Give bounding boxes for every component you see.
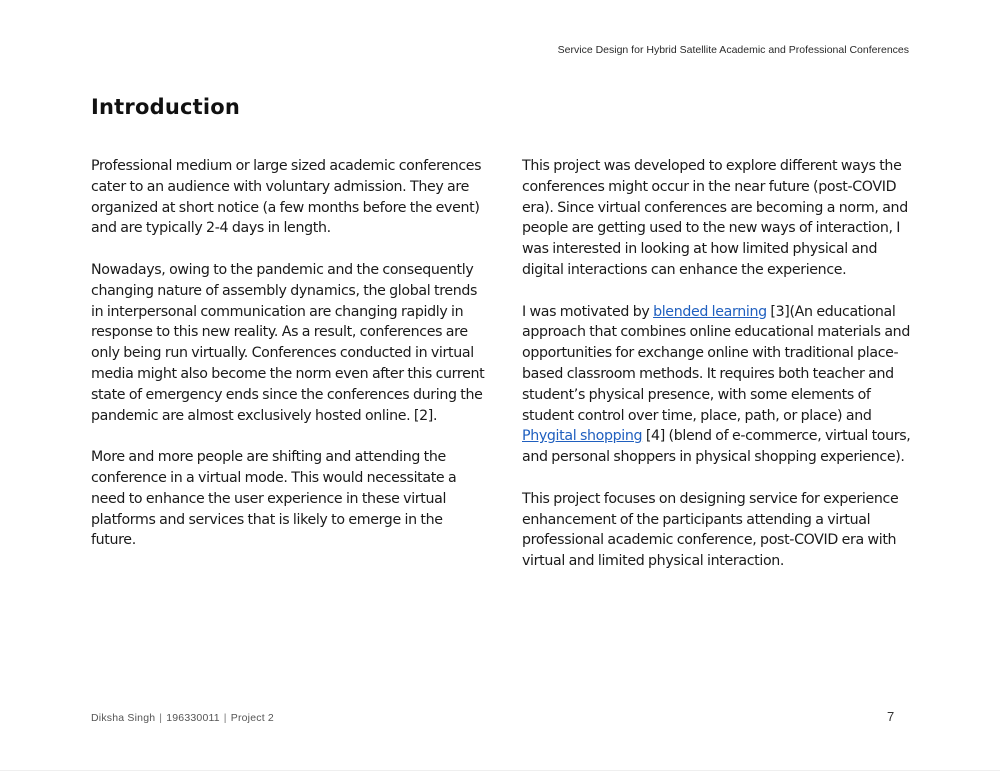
- blended-learning-link[interactable]: blended learning: [653, 303, 767, 320]
- paragraph: This project was developed to explore different ways the conferences might occur in the near future (post-COVID era). Since virtual conferences are becoming a norm, and people are getting used to the new ways of interaction, I was interested in looking at how limited physical and digital interactions can enhance the experience.: [522, 158, 908, 278]
- right-column: [522, 156, 917, 593]
- paragraph: This project focuses on designing service for experience enhancement of the participants attending a virtual professional academic conference, post-COVID era with virtual and limited physical interaction.: [522, 490, 899, 570]
- paragraph: More and more people are shifting and attending the conference in a virtual mode. This would necessitate a need to enhance the user experience in these virtual platforms and services that is likely to emerge in the future.: [91, 449, 457, 549]
- footer-separator: |: [223, 712, 227, 724]
- section-title: Introduction: [91, 95, 241, 119]
- left-column: [91, 156, 486, 572]
- text-span: [4] (blend of e-commerce, virtual tours, and personal shoppers in physical shopping experience).: [522, 428, 911, 466]
- footer-author: Diksha Singh: [91, 712, 156, 724]
- footer-separator: |: [159, 712, 163, 724]
- paragraph: Nowadays, owing to the pandemic and the consequently changing nature of assembly dynamics, the global trends in interpersonal communication are changing rapidly in response to this new reality. As a result, conferences are only being run virtually. Conferences conducted in virtual media might also become the norm even after this current state of emergency ends since the conferences during the pandemic are almost exclusively hosted online. [2].: [91, 261, 485, 424]
- text-span: [3](An educational approach that combines online educational materials and opportunities for exchange online with traditional place-based classroom methods. It requires both teacher and student’s physical presence, with some elements of student control over time, place, path, or place) and: [522, 303, 910, 424]
- paragraph-motivation: [522, 302, 917, 468]
- footer-project: Project 2: [230, 712, 274, 724]
- paragraph: Professional medium or large sized academic conferences cater to an audience with voluntary admission. They are organized at short notice (a few months before the event) and are typically 2-4 days in length.: [91, 158, 482, 237]
- text-span: I was motivated by: [522, 303, 654, 320]
- running-header: Service Design for Hybrid Satellite Academic and Professional Conferences: [557, 44, 909, 56]
- page-number: 7: [887, 709, 895, 724]
- phygital-shopping-link[interactable]: Phygital shopping: [522, 428, 643, 445]
- footer-student-id: 196330011: [166, 712, 220, 724]
- footer-credits: [91, 712, 274, 724]
